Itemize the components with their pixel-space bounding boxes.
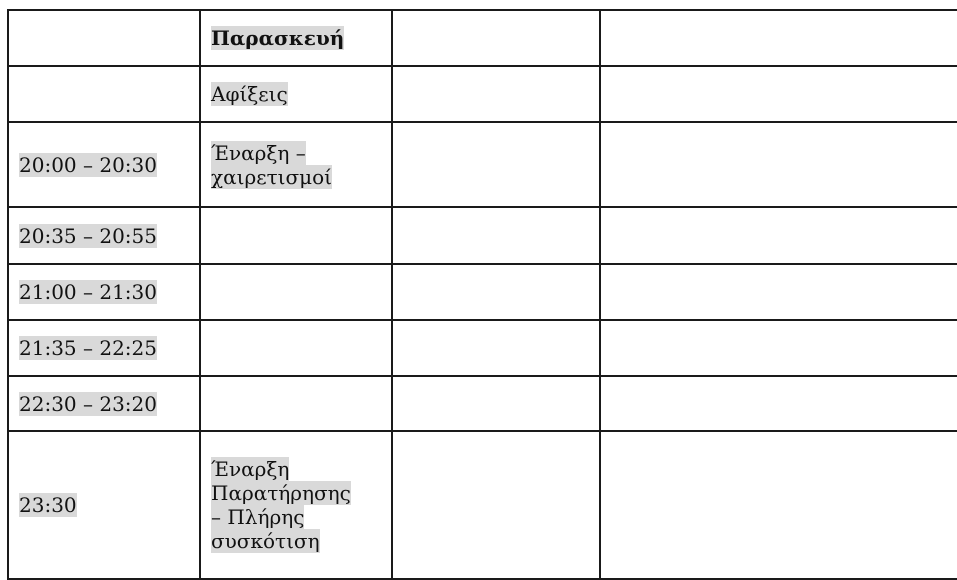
- empty-cell: [600, 122, 957, 207]
- table-row: [8, 431, 957, 579]
- day-cell: [200, 122, 392, 207]
- empty-cell: [600, 376, 957, 431]
- time-text: 21:35 – 22:25: [19, 336, 157, 360]
- day-cell: [200, 207, 392, 264]
- empty-cell: [392, 320, 600, 376]
- empty-cell: [600, 207, 957, 264]
- empty-cell: [600, 431, 957, 579]
- activity-text: Αφίξεις: [211, 82, 288, 106]
- day-cell: [200, 10, 392, 66]
- time-cell: [8, 431, 200, 579]
- table-row: [8, 264, 957, 320]
- time-text: 21:00 – 21:30: [19, 280, 157, 304]
- table-row: [8, 207, 957, 264]
- empty-cell: [600, 66, 957, 122]
- empty-cell: [392, 376, 600, 431]
- day-cell: [200, 431, 392, 579]
- activity-text: Παρατήρησης: [211, 481, 351, 505]
- schedule-table: [7, 9, 957, 580]
- activity-text: – Πλήρης: [211, 505, 305, 529]
- time-cell: [8, 320, 200, 376]
- time-cell: [8, 10, 200, 66]
- activity-text: χαιρετισμοί: [211, 164, 333, 189]
- day-cell: [200, 66, 392, 122]
- empty-cell: [392, 207, 600, 264]
- table-row: [8, 320, 957, 376]
- activity-text: Έναρξη: [211, 457, 290, 481]
- time-cell: [8, 264, 200, 320]
- day-cell: [200, 376, 392, 431]
- activity-text: συσκότιση: [211, 529, 320, 553]
- time-text: 20:00 – 20:30: [19, 152, 157, 177]
- empty-cell: [600, 264, 957, 320]
- empty-cell: [392, 431, 600, 579]
- day-header: Παρασκευή: [211, 26, 345, 50]
- time-text: 23:30: [19, 493, 77, 517]
- time-cell: [8, 66, 200, 122]
- time-cell: [8, 122, 200, 207]
- table-row: [8, 10, 957, 66]
- table-row: [8, 122, 957, 207]
- day-cell: [200, 264, 392, 320]
- day-cell: [200, 320, 392, 376]
- table-row: [8, 66, 957, 122]
- activity-text: Έναρξη –: [211, 140, 306, 165]
- empty-cell: [392, 66, 600, 122]
- empty-cell: [600, 10, 957, 66]
- time-text: 22:30 – 23:20: [19, 391, 157, 416]
- empty-cell: [392, 10, 600, 66]
- time-text: 20:35 – 20:55: [19, 223, 157, 248]
- table-row: [8, 376, 957, 431]
- empty-cell: [392, 264, 600, 320]
- time-cell: [8, 376, 200, 431]
- time-cell: [8, 207, 200, 264]
- empty-cell: [600, 320, 957, 376]
- empty-cell: [392, 122, 600, 207]
